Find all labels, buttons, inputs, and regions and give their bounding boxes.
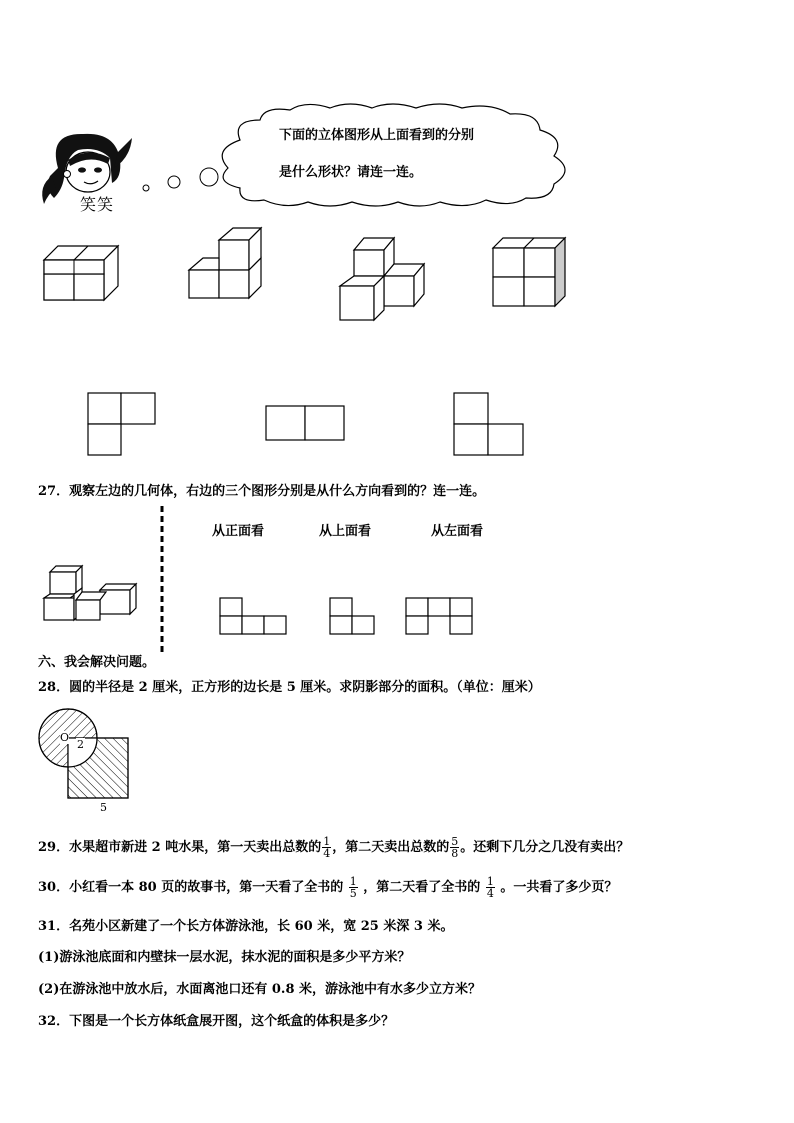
q27-solid <box>44 566 140 622</box>
top-view-shape-3 <box>454 393 526 457</box>
q30-text-1: 30．小红看一本 80 页的故事书，第一天看了全书的 <box>38 880 344 895</box>
q30-text-2: ，第二天看了全书的 <box>363 880 481 895</box>
fraction-1-5 <box>349 876 358 899</box>
q29-text-2: ，第二天卖出总数的 <box>332 840 450 855</box>
q27-view-shape-1 <box>220 598 290 638</box>
character-label: 笑笑 <box>80 195 115 214</box>
question-31: 31．名苑小区新建了一个长方体游泳池，长 60 米，宽 25 米深 3 米。 <box>38 919 454 934</box>
frac-numerator: 1 <box>486 875 494 888</box>
q28-shaded-figure <box>38 706 134 810</box>
question-27: 27．观察左边的几何体，右边的三个图形分别是从什么方向看到的？连一连。 <box>38 484 486 499</box>
view-label-front: 从正面看 <box>212 524 265 539</box>
top-view-shape-1 <box>88 393 158 457</box>
question-32: 32．下图是一个长方体纸盒展开图，这个纸盒的体积是多少？ <box>38 1014 395 1029</box>
q30-text-3: 。一共看了多少页？ <box>500 880 618 895</box>
frac-numerator: 1 <box>323 835 331 848</box>
top-view-shape-2 <box>266 406 346 442</box>
bubble-line-1: 下面的立体图形从上面看到的分别 <box>279 128 475 143</box>
thought-bubble <box>140 100 580 210</box>
q29-text-3: 。还剩下几分之几没有卖出？ <box>460 840 630 855</box>
q29-text-1: 29．水果超市新进 2 吨水果，第一天卖出总数的 <box>38 840 322 855</box>
solid-figure-2 <box>189 228 269 300</box>
label-radius: 2 <box>77 738 84 751</box>
q27-view-shape-3 <box>406 598 476 638</box>
frac-numerator: 1 <box>349 875 357 888</box>
label-center-o: O <box>60 731 70 744</box>
solid-figure-4 <box>493 238 569 308</box>
question-29 <box>38 836 629 859</box>
frac-denominator: 4 <box>323 847 331 860</box>
question-28: 28．圆的半径是 2 厘米，正方形的边长是 5 厘米。求阴影部分的面积。（单位：厘米） <box>38 680 541 695</box>
q27-view-shape-2 <box>330 598 378 638</box>
solid-figure-3 <box>340 238 430 324</box>
view-label-top: 从上面看 <box>319 524 372 539</box>
question-30 <box>38 876 617 899</box>
fraction-5-8 <box>450 836 459 859</box>
view-label-left: 从左面看 <box>431 524 484 539</box>
frac-denominator: 8 <box>451 847 459 860</box>
solid-figure-1 <box>44 246 124 302</box>
question-31-part-1: (1)游泳池底面和内壁抹一层水泥，抹水泥的面积是多少平方米？ <box>38 950 411 965</box>
question-31-part-2: (2)在游泳池中放水后，水面离池口还有 0.8 米，游泳池中有水多少立方米？ <box>38 982 482 997</box>
label-side-length: 5 <box>100 801 107 814</box>
frac-denominator: 5 <box>349 887 357 900</box>
section-6-heading: 六、我会解决问题。 <box>38 655 156 670</box>
bubble-line-2: 是什么形状？请连一连。 <box>279 165 423 180</box>
fraction-1-4 <box>486 876 495 899</box>
divider-dashed-line <box>160 506 164 654</box>
frac-denominator: 4 <box>486 887 494 900</box>
fraction-1-4 <box>322 836 331 859</box>
frac-numerator: 5 <box>451 835 459 848</box>
